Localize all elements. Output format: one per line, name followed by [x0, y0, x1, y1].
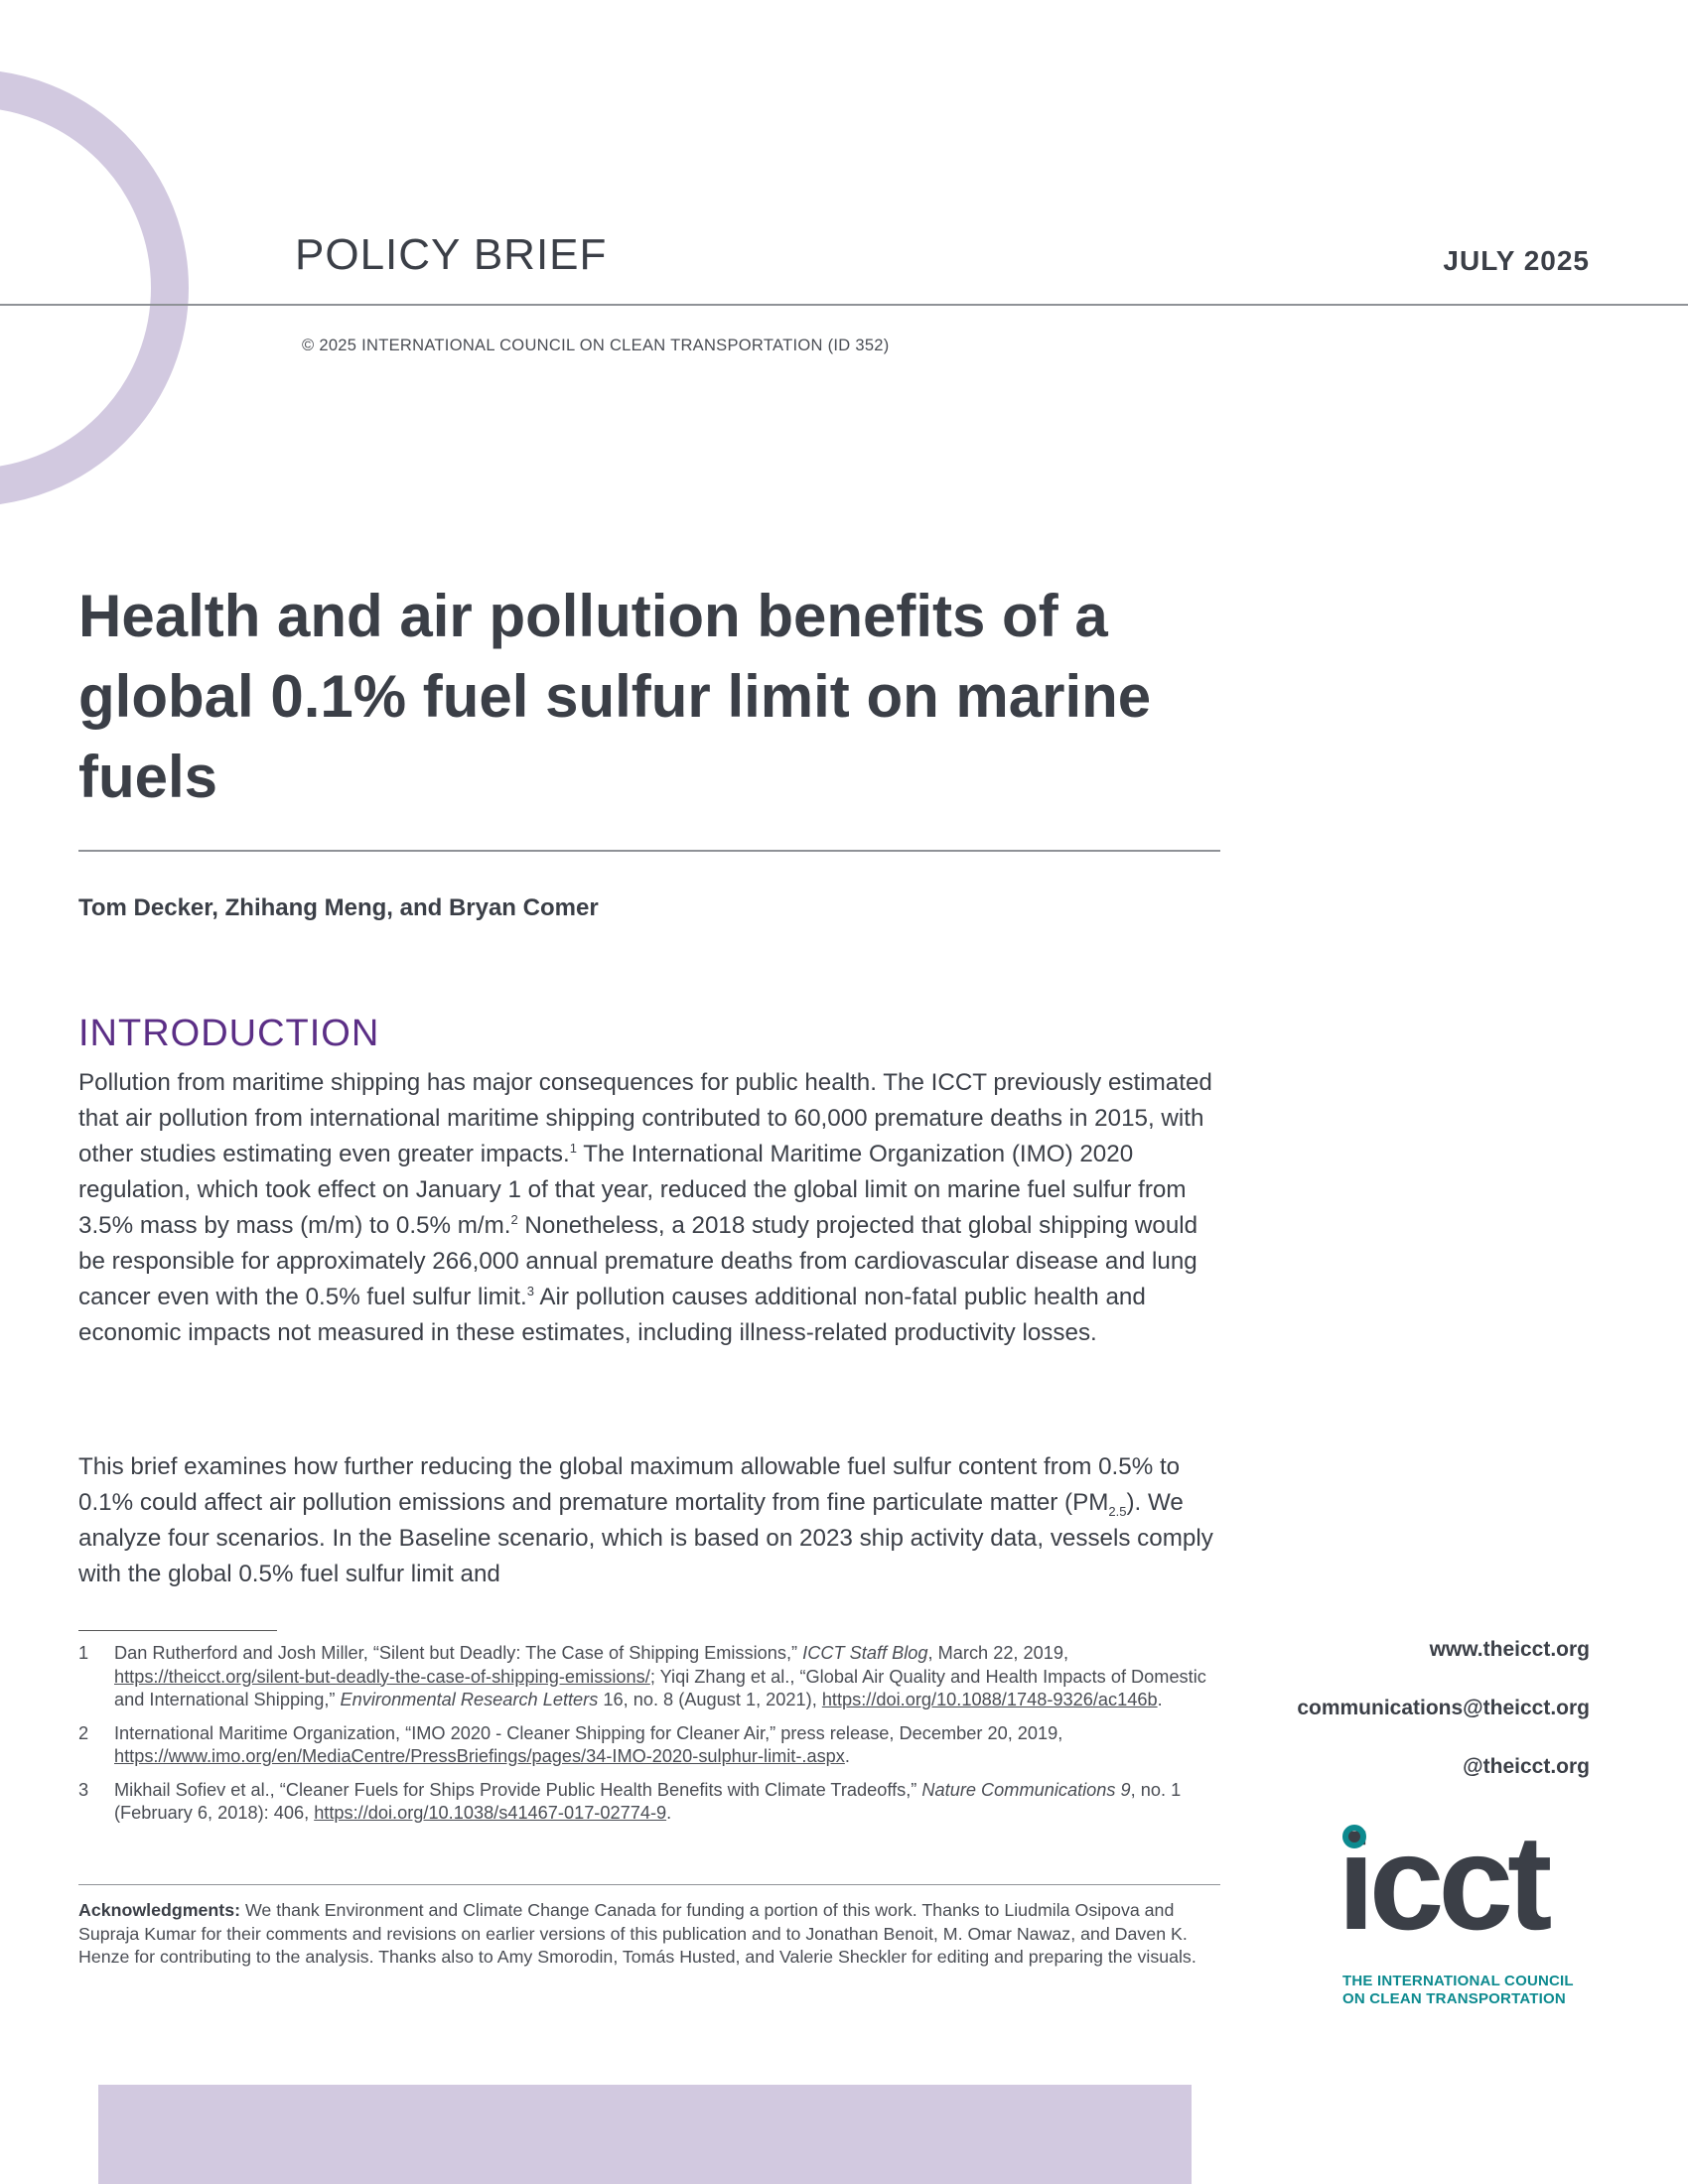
fn1-text-b: , March 22, 2019, [927, 1643, 1069, 1663]
fn1-text-e: . [1157, 1690, 1163, 1709]
page-title: Health and air pollution benefits of a global 0.1% fuel sulfur limit on marine fuels [78, 583, 1152, 810]
p2-text-after: ). We analyze four scenarios. In the Baseline scenario, which is based on 2023 ship activity data, vessels comply with the global 0.5% fuel sulfur limit and [78, 1489, 1213, 1587]
publication-date: JULY 2025 [1443, 245, 1590, 276]
logo-tagline-line-1: THE INTERNATIONAL COUNCIL [1342, 1973, 1574, 1989]
p1-sentence-2: The International Maritime Organization (IMO) 2020 regulation, which took effect on January 1 of that year, reduced the global limit on marine fuel sulfur from 3.5% mass by mass (m/m) to 0.5% m/m. [78, 1141, 1187, 1239]
acknowledgments-text: We thank Environment and Climate Change Canada for funding a portion of this work. Thanks to Liudmila Osipova and Supraja Kumar for their comments and revisions on earlier versions of this publication and to Jonathan Benoit, M. Omar Nawaz, and Daven K. Henze for contributing to the analysis. Thanks also to Amy Smorodin, Tomás Husted, and Valerie Sheckler for editing and preparing the visuals. [78, 1900, 1196, 1967]
footnote-text [114, 1722, 1220, 1769]
fn3-text-a: Mikhail Sofiev et al., “Cleaner Fuels for Ships Provide Public Health Benefits with Climate Tradeoffs,” [114, 1779, 922, 1800]
acknowledgments-label: Acknowledgments: [78, 1900, 241, 1920]
logo-wordmark: icct [1337, 1807, 1547, 1958]
fn2-text-a: International Maritime Organization, “IMO 2020 - Cleaner Shipping for Cleaner Air,” press release, December 20, 2019, [114, 1722, 1063, 1743]
p1-sentence-1: Pollution from maritime shipping has major consequences for public health. The ICCT previously estimated that air pollution from international maritime shipping contributed to 60,000 premature deaths in 2015, with other studies estimating even greater impacts. [78, 1069, 1212, 1167]
footnote-number: 1 [78, 1643, 89, 1663]
fn1-text-d: 16, no. 8 (August 1, 2021), [598, 1690, 822, 1709]
website-link[interactable]: www.theicct.org [1429, 1638, 1590, 1661]
title-divider [78, 850, 1220, 852]
logo-dot-icon [1342, 1825, 1366, 1848]
logo-mark [1337, 1807, 1596, 1958]
footnotes [78, 1642, 1220, 1836]
social-handle[interactable]: @theicct.org [1463, 1755, 1590, 1778]
footnote-1 [78, 1642, 1220, 1712]
footnote-text [114, 1779, 1220, 1826]
footnote-divider [78, 1630, 277, 1631]
email-link[interactable]: communications@theicct.org [1297, 1697, 1590, 1719]
fn1-journal-title: Environmental Research Letters [340, 1690, 599, 1709]
fn2-link-1[interactable]: https://www.imo.org/en/MediaCentre/PressBriefings/pages/34-IMO-2020-sulphur-limit-.aspx [114, 1746, 845, 1766]
fn1-link-2[interactable]: https://doi.org/10.1088/1748-9326/ac146b [821, 1690, 1158, 1709]
icct-logo [1337, 1807, 1596, 2008]
p1-sentence-4: Air pollution causes additional non-fatal public health and economic impacts not measured in these estimates, including illness-related productivity losses. [78, 1284, 1146, 1346]
footnote-ref-1[interactable]: 1 [569, 1141, 577, 1156]
fn3-text-b: , no. 1 (February 6, 2018): 406, [114, 1779, 1182, 1823]
fn1-source-title: ICCT Staff Blog [802, 1643, 928, 1663]
authors: Tom Decker, Zhihang Meng, and Bryan Comer [78, 894, 599, 921]
intro-paragraph-2 [78, 1449, 1230, 1592]
footnote-ref-2[interactable]: 2 [510, 1212, 518, 1227]
section-heading-introduction: INTRODUCTION [78, 1013, 380, 1054]
footnote-text [114, 1642, 1220, 1712]
intro-paragraph-1 [78, 1065, 1230, 1351]
fn2-text-e: . [844, 1746, 850, 1766]
footnote-ref-3[interactable]: 3 [526, 1284, 534, 1298]
footnote-number: 3 [78, 1779, 89, 1800]
header-divider [0, 304, 1688, 306]
copyright-notice: © 2025 INTERNATIONAL COUNCIL ON CLEAN TRANSPORTATION (ID 352) [302, 337, 890, 354]
pm-subscript: 2.5 [1108, 1504, 1127, 1519]
logo-tagline-line-2: ON CLEAN TRANSPORTATION [1342, 1990, 1566, 2007]
fn3-journal-title: Nature Communications 9 [921, 1779, 1131, 1800]
acknowledgments [78, 1899, 1220, 1970]
fn1-text-a: Dan Rutherford and Josh Miller, “Silent but Deadly: The Case of Shipping Emissions,” [114, 1643, 803, 1663]
footnote-2 [78, 1722, 1220, 1769]
fn1-link-1[interactable]: https://theicct.org/silent-but-deadly-the-case-of-shipping-emissions/ [114, 1666, 650, 1687]
logo-tagline [1342, 1973, 1596, 2008]
acknowledgments-divider [78, 1884, 1220, 1885]
document-type: POLICY BRIEF [295, 230, 608, 279]
p1-sentence-3: Nonetheless, a 2018 study projected that global shipping would be responsible for approximately 266,000 annual premature deaths from cardiovascular disease and lung cancer even with the 0.5% fuel sulfur limit. [78, 1212, 1198, 1310]
bottom-decorative-bar [98, 2085, 1192, 2184]
fn1-text-c: ; Yiqi Zhang et al., “Global Air Quality and Health Impacts of Domestic and International Shipping,” [114, 1666, 1206, 1709]
fn3-link-1[interactable]: https://doi.org/10.1038/s41467-017-02774-9 [314, 1803, 667, 1823]
footnote-3 [78, 1779, 1220, 1826]
p2-text-before: This brief examines how further reducing the global maximum allowable fuel sulfur content from 0.5% to 0.1% could affect air pollution emissions and premature mortality from fine particulate matter (PM [78, 1453, 1181, 1516]
footnote-number: 2 [78, 1722, 89, 1743]
decorative-ring [0, 69, 189, 506]
fn3-text-e: . [666, 1803, 672, 1823]
